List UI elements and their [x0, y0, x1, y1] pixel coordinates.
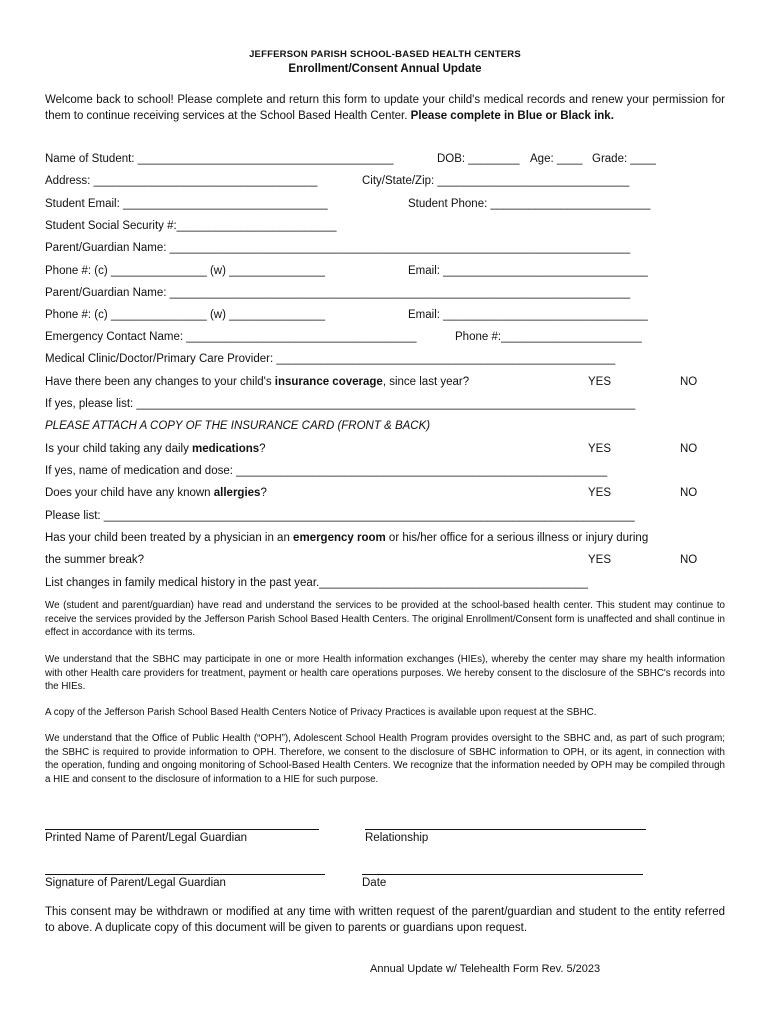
- withdrawal-notice: This consent may be withdrawn or modified at any time with written request of the parent/guardian and student to the entity referred to above. A duplicate copy of this document will be given to parents or guardians upon request.: [45, 906, 725, 934]
- er-question-pre: Has your child been treated by a physician in an: [45, 532, 294, 544]
- emergency-contact-field[interactable]: Emergency Contact Name: ____________________________________: [45, 331, 417, 343]
- guardian-name-field-2[interactable]: Parent/Guardian Name: ________________________________________________________________________: [45, 287, 631, 299]
- medication-no-option[interactable]: NO: [680, 443, 698, 455]
- primary-care-provider-field[interactable]: Medical Clinic/Doctor/Primary Care Provider: _____________________________________________________: [45, 353, 616, 365]
- guardian-name-field-1[interactable]: Parent/Guardian Name: ________________________________________________________________________: [45, 242, 631, 254]
- age-field[interactable]: Age: ____: [530, 153, 583, 165]
- allergy-yes-option[interactable]: YES: [588, 487, 612, 499]
- medication-yes-option[interactable]: YES: [588, 443, 612, 455]
- org-heading: JEFFERSON PARISH SCHOOL-BASED HEALTH CENTERS: [249, 49, 521, 60]
- student-email-field[interactable]: Student Email: ________________________________: [45, 198, 328, 210]
- student-phone-field[interactable]: Student Phone: _________________________: [408, 198, 651, 210]
- grade-field[interactable]: Grade: ____: [592, 153, 656, 165]
- dob-field[interactable]: DOB: ________: [437, 153, 520, 165]
- relationship-line[interactable]: [365, 829, 646, 830]
- signature-label: Signature of Parent/Legal Guardian: [45, 877, 226, 889]
- medication-question-bold: medications: [192, 443, 260, 455]
- city-state-zip-field[interactable]: City/State/Zip: ______________________________: [362, 175, 630, 187]
- relationship-label: Relationship: [365, 832, 429, 844]
- allergy-question-bold: allergies: [213, 487, 261, 499]
- emergency-room-question-line2: the summer break?: [45, 554, 145, 566]
- printed-name-line[interactable]: [45, 829, 319, 830]
- insurance-yes-option[interactable]: YES: [588, 376, 612, 388]
- er-yes-option[interactable]: YES: [588, 554, 612, 566]
- guardian-phone-field-1[interactable]: Phone #: (c) _______________ (w) _______________: [45, 265, 326, 277]
- insurance-list-field[interactable]: If yes, please list: ______________________________________________________________________________: [45, 398, 636, 410]
- insurance-question-pre: Have there been any changes to your child's: [45, 376, 275, 388]
- er-no-option[interactable]: NO: [680, 554, 698, 566]
- date-line[interactable]: [362, 874, 643, 875]
- form-revision: Annual Update w/ Telehealth Form Rev. 5/2023: [370, 963, 601, 975]
- signature-line[interactable]: [45, 874, 325, 875]
- insurance-question-post: , since last year?: [382, 376, 470, 388]
- address-field[interactable]: Address: ___________________________________: [45, 175, 318, 187]
- ink-instruction: Please complete in Blue or Black ink.: [410, 109, 614, 122]
- oph-consent-paragraph: We understand that the Office of Public Health (“OPH”), Adolescent School Health Program provides oversight to the SBHC and, as part of such program; the SBHC is required to provide information to OPH. Therefore, we consent to the disclosure of SBHC information to OPH, or its agent, in connection with the operation, funding and ongoing monitoring of School-Based Health Centers. We recognize that the information needed by OPH may be compiled through a HIE and consent to the disclosure of information to a HIE for such purpose.: [45, 733, 725, 785]
- insurance-card-instruction: PLEASE ATTACH A COPY OF THE INSURANCE CARD (FRONT & BACK): [45, 420, 431, 432]
- medication-question: [45, 443, 266, 455]
- emergency-phone-field[interactable]: Phone #:______________________: [455, 331, 642, 343]
- er-question-bold: emergency room: [293, 532, 386, 544]
- intro-paragraph: [45, 93, 725, 124]
- er-question-post: or his/her office for a serious illness or injury during: [385, 532, 649, 544]
- hie-consent-paragraph: We understand that the SBHC may participate in one or more Health information exchanges (HIEs), whereby the center may share my health information with other Health care providers for treatment, payment or health care operations purposes. We hereby consent to the disclosure of the SBHC's records into the HIEs.: [45, 654, 725, 692]
- emergency-room-question: [45, 532, 648, 544]
- allergy-no-option[interactable]: NO: [680, 487, 698, 499]
- guardian-phone-field-2[interactable]: Phone #: (c) _______________ (w) _______________: [45, 309, 326, 321]
- medication-question-pre: Is your child taking any daily: [45, 443, 193, 455]
- date-label: Date: [362, 877, 387, 889]
- form-title: Enrollment/Consent Annual Update: [288, 63, 482, 75]
- allergy-question-post: ?: [260, 487, 267, 499]
- family-history-field[interactable]: List changes in family medical history in the past year.__________________________________________: [45, 577, 588, 589]
- privacy-notice-paragraph: A copy of the Jefferson Parish School Based Health Centers Notice of Privacy Practices is available upon request at the SBHC.: [45, 707, 597, 718]
- guardian-email-field-2[interactable]: Email: ________________________________: [408, 309, 648, 321]
- services-consent-paragraph: We (student and parent/guardian) have read and understand the services to be provided at the school-based health center. This student may continue to receive the services provided by the Jefferson Parish School Based Health Centers. The original Enrollment/Consent form is unaffected and shall continue in effect in accordance with its terms.: [45, 600, 725, 638]
- insurance-question: [45, 376, 469, 388]
- guardian-email-field-1[interactable]: Email: ________________________________: [408, 265, 648, 277]
- ssn-field[interactable]: Student Social Security #:_________________________: [45, 220, 337, 232]
- allergy-question-pre: Does your child have any known: [45, 487, 214, 499]
- medication-question-post: ?: [259, 443, 266, 455]
- allergy-question: [45, 487, 267, 499]
- insurance-question-bold: insurance coverage: [274, 376, 383, 388]
- student-name-field[interactable]: Name of Student: ________________________________________: [45, 153, 394, 165]
- intro-text: Welcome back to school! Please complete and return this form to update your child's medical records and renew your permission for them to continue receiving services at the School Based Health Center.: [45, 94, 725, 122]
- printed-name-label: Printed Name of Parent/Legal Guardian: [45, 832, 248, 844]
- insurance-no-option[interactable]: NO: [680, 376, 698, 388]
- allergy-list-field[interactable]: Please list: ___________________________________________________________________________________: [45, 510, 635, 522]
- medication-list-field[interactable]: If yes, name of medication and dose: __________________________________________________________: [45, 465, 608, 477]
